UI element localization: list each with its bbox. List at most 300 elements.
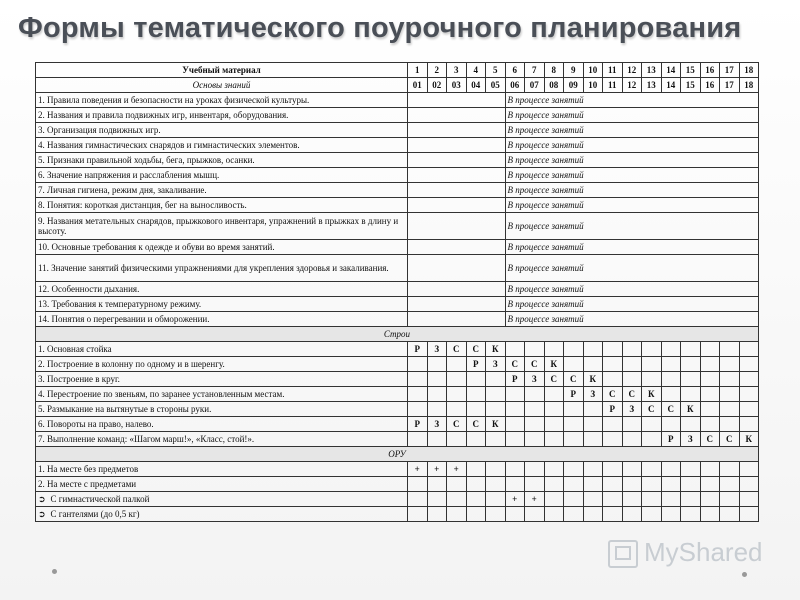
lesson-mark (525, 477, 545, 492)
lesson-number: 4 (466, 63, 486, 78)
table-row (36, 507, 759, 522)
lesson-mark (447, 507, 467, 522)
lesson-mark (583, 507, 603, 522)
empty-cell (408, 183, 506, 198)
lesson-mark (739, 357, 759, 372)
exercise-item (36, 372, 408, 387)
lesson-mark (564, 432, 584, 447)
lesson-mark: С (447, 342, 467, 357)
lesson-mark (622, 507, 642, 522)
lesson-mark (642, 507, 662, 522)
lesson-mark (583, 477, 603, 492)
lesson-mark (525, 342, 545, 357)
lesson-mark (739, 462, 759, 477)
exercise-item (36, 387, 408, 402)
lesson-mark (408, 492, 428, 507)
lesson-mark (466, 462, 486, 477)
lesson-mark: С (622, 387, 642, 402)
lesson-mark (603, 432, 623, 447)
lesson-code: 06 (505, 78, 525, 93)
lesson-mark (525, 462, 545, 477)
lesson-mark (642, 477, 662, 492)
lesson-mark (681, 342, 701, 357)
lesson-number: 13 (642, 63, 662, 78)
lesson-mark (603, 417, 623, 432)
lesson-mark (486, 477, 506, 492)
lesson-mark (603, 462, 623, 477)
lesson-mark (739, 492, 759, 507)
in-progress-note: В процессе занятий (505, 282, 759, 297)
lesson-mark: Р (505, 372, 525, 387)
section-header: ОРУ (36, 447, 759, 462)
lesson-mark (486, 372, 506, 387)
lesson-mark (408, 357, 428, 372)
lesson-number: 7 (525, 63, 545, 78)
lesson-mark (427, 357, 447, 372)
corner-dot (742, 572, 747, 577)
table-row (36, 108, 759, 123)
exercise-item (36, 492, 408, 507)
lesson-mark (622, 492, 642, 507)
lesson-mark: З (427, 417, 447, 432)
lesson-mark (466, 432, 486, 447)
lesson-mark (700, 402, 720, 417)
lesson-mark (583, 432, 603, 447)
knowledge-item: 10. Основные требования к одежде и обуви во время занятий. (36, 240, 408, 255)
exercise-item (36, 432, 408, 447)
lesson-code: 01 (408, 78, 428, 93)
in-progress-note: В процессе занятий (505, 93, 759, 108)
lesson-mark (739, 372, 759, 387)
lesson-mark (525, 387, 545, 402)
lesson-mark (447, 402, 467, 417)
in-progress-note: В процессе занятий (505, 168, 759, 183)
exercise-label: 3. Построение в круг. (38, 374, 120, 384)
knowledge-item: 7. Личная гигиена, режим дня, закаливание. (36, 183, 408, 198)
lesson-mark (505, 432, 525, 447)
lesson-mark (466, 477, 486, 492)
lesson-mark (544, 492, 564, 507)
lesson-mark (681, 417, 701, 432)
lesson-mark (466, 387, 486, 402)
lesson-mark: К (681, 402, 701, 417)
in-progress-note: В процессе занятий (505, 138, 759, 153)
exercise-label: С гимнастической палкой (50, 494, 150, 504)
table-row (36, 198, 759, 213)
lesson-code: 13 (642, 78, 662, 93)
table-row (36, 240, 759, 255)
lesson-mark: + (447, 462, 467, 477)
lesson-mark (505, 402, 525, 417)
exercise-item (36, 357, 408, 372)
lesson-mark: С (661, 402, 681, 417)
lesson-mark (544, 507, 564, 522)
lesson-mark (642, 372, 662, 387)
lesson-code: 10 (583, 78, 603, 93)
lesson-mark (642, 357, 662, 372)
lesson-code: 08 (544, 78, 564, 93)
lesson-mark: С (544, 372, 564, 387)
lesson-mark (427, 402, 447, 417)
empty-cell (408, 138, 506, 153)
lesson-number: 12 (622, 63, 642, 78)
lesson-mark (544, 462, 564, 477)
lesson-mark (681, 507, 701, 522)
lesson-mark (447, 357, 467, 372)
lesson-mark (408, 477, 428, 492)
table-row (36, 153, 759, 168)
lesson-mark: + (408, 462, 428, 477)
lesson-mark (720, 357, 740, 372)
lesson-mark: С (700, 432, 720, 447)
lesson-code: 16 (700, 78, 720, 93)
lesson-mark (661, 462, 681, 477)
arrow-bullet-icon: ➲ (38, 494, 46, 504)
lesson-mark: К (739, 432, 759, 447)
lesson-mark: С (642, 402, 662, 417)
lesson-mark: К (544, 357, 564, 372)
lesson-mark: С (505, 357, 525, 372)
lesson-mark (622, 477, 642, 492)
lesson-mark (622, 432, 642, 447)
table-row (36, 372, 759, 387)
lesson-mark (447, 387, 467, 402)
table-row (36, 168, 759, 183)
exercise-item (36, 507, 408, 522)
lesson-mark (447, 492, 467, 507)
lesson-mark (720, 387, 740, 402)
lesson-code: 05 (486, 78, 506, 93)
lesson-mark (661, 357, 681, 372)
table-row (36, 447, 759, 462)
lesson-mark (642, 417, 662, 432)
lesson-mark (622, 357, 642, 372)
table-row (36, 213, 759, 240)
lesson-mark (739, 387, 759, 402)
lesson-mark (544, 402, 564, 417)
lesson-mark (427, 387, 447, 402)
lesson-code: 14 (661, 78, 681, 93)
lesson-mark (447, 477, 467, 492)
table-row (36, 123, 759, 138)
lesson-mark (642, 432, 662, 447)
lesson-mark (427, 507, 447, 522)
knowledge-item: 14. Понятия о перегревании и обморожении. (36, 312, 408, 327)
header-knowledge-label: Основы знаний (36, 78, 408, 93)
lesson-mark (583, 462, 603, 477)
lesson-mark (564, 402, 584, 417)
table-row (36, 78, 759, 93)
table-row (36, 357, 759, 372)
lesson-mark (544, 387, 564, 402)
lesson-mark (564, 492, 584, 507)
lesson-mark: С (603, 387, 623, 402)
lesson-number: 15 (681, 63, 701, 78)
lesson-mark: С (447, 417, 467, 432)
lesson-mark (466, 372, 486, 387)
lesson-mark (681, 462, 701, 477)
lesson-mark (603, 342, 623, 357)
lesson-mark (408, 507, 428, 522)
lesson-mark (661, 507, 681, 522)
lesson-mark (720, 402, 740, 417)
in-progress-note: В процессе занятий (505, 153, 759, 168)
lesson-mark (427, 492, 447, 507)
lesson-mark (720, 507, 740, 522)
lesson-mark: С (466, 342, 486, 357)
planning-table (35, 62, 759, 522)
table-row (36, 432, 759, 447)
empty-cell (408, 153, 506, 168)
table-row (36, 255, 759, 282)
in-progress-note: В процессе занятий (505, 183, 759, 198)
lesson-mark (505, 417, 525, 432)
lesson-mark (739, 507, 759, 522)
lesson-code: 17 (720, 78, 740, 93)
exercise-label: 4. Перестроение по звеньям, по заранее установленным местам. (38, 389, 285, 399)
lesson-mark (622, 342, 642, 357)
lesson-mark (486, 387, 506, 402)
empty-cell (408, 240, 506, 255)
lesson-code: 07 (525, 78, 545, 93)
lesson-mark (700, 387, 720, 402)
table-row (36, 138, 759, 153)
lesson-mark (408, 372, 428, 387)
lesson-mark (603, 372, 623, 387)
lesson-mark (700, 477, 720, 492)
lesson-mark (564, 462, 584, 477)
in-progress-note: В процессе занятий (505, 240, 759, 255)
knowledge-item: 8. Понятия: короткая дистанция, бег на выносливость. (36, 198, 408, 213)
table-row (36, 492, 759, 507)
exercise-item (36, 402, 408, 417)
lesson-mark (583, 402, 603, 417)
table-row (36, 63, 759, 78)
empty-cell (408, 123, 506, 138)
lesson-mark (525, 417, 545, 432)
lesson-mark: С (525, 357, 545, 372)
lesson-number: 14 (661, 63, 681, 78)
lesson-number: 6 (505, 63, 525, 78)
lesson-mark (505, 342, 525, 357)
in-progress-note: В процессе занятий (505, 198, 759, 213)
lesson-mark: К (583, 372, 603, 387)
lesson-code: 03 (447, 78, 467, 93)
lesson-mark: + (505, 492, 525, 507)
knowledge-item: 1. Правила поведения и безопасности на уроках физической культуры. (36, 93, 408, 108)
lesson-number: 3 (447, 63, 467, 78)
exercise-label: 2. На месте с предметами (38, 479, 137, 489)
empty-cell (408, 213, 506, 240)
exercise-item (36, 342, 408, 357)
lesson-code: 11 (603, 78, 623, 93)
empty-cell (408, 108, 506, 123)
table-row (36, 477, 759, 492)
knowledge-item: 5. Признаки правильной ходьбы, бега, прыжков, осанки. (36, 153, 408, 168)
empty-cell (408, 297, 506, 312)
empty-cell (408, 255, 506, 282)
lesson-mark (505, 507, 525, 522)
lesson-code: 18 (739, 78, 759, 93)
knowledge-item: 6. Значение напряжения и расслабления мышц. (36, 168, 408, 183)
lesson-mark (583, 357, 603, 372)
section-header: Строи (36, 327, 759, 342)
lesson-mark: З (427, 342, 447, 357)
lesson-mark (505, 477, 525, 492)
table-row (36, 387, 759, 402)
lesson-mark (544, 342, 564, 357)
lesson-mark: К (486, 342, 506, 357)
lesson-mark (544, 432, 564, 447)
knowledge-item: 12. Особенности дыхания. (36, 282, 408, 297)
lesson-mark (486, 492, 506, 507)
table-row (36, 93, 759, 108)
lesson-mark: К (642, 387, 662, 402)
lesson-mark (408, 387, 428, 402)
lesson-mark (622, 462, 642, 477)
lesson-mark: Р (661, 432, 681, 447)
exercise-label: 6. Повороты на право, налево. (38, 419, 154, 429)
lesson-mark: З (486, 357, 506, 372)
header-material-label: Учебный материал (36, 63, 408, 78)
lesson-code: 04 (466, 78, 486, 93)
table-row (36, 342, 759, 357)
corner-dot (52, 569, 57, 574)
lesson-mark (700, 507, 720, 522)
lesson-number: 5 (486, 63, 506, 78)
exercise-label: 7. Выполнение команд: «Шагом марш!», «Класс, стой!». (38, 434, 255, 444)
lesson-mark (681, 492, 701, 507)
exercise-label: С гантелями (до 0,5 кг) (50, 509, 140, 519)
in-progress-note: В процессе занятий (505, 213, 759, 240)
lesson-mark (681, 477, 701, 492)
lesson-mark (622, 417, 642, 432)
lesson-mark: + (525, 492, 545, 507)
lesson-mark (661, 342, 681, 357)
lesson-mark (681, 372, 701, 387)
lesson-mark (466, 402, 486, 417)
lesson-number: 8 (544, 63, 564, 78)
in-progress-note: В процессе занятий (505, 312, 759, 327)
lesson-mark (622, 372, 642, 387)
lesson-mark: + (427, 462, 447, 477)
knowledge-item: 11. Значение занятий физическими упражнениями для укрепления здоровья и закаливания. (36, 255, 408, 282)
table-row (36, 312, 759, 327)
in-progress-note: В процессе занятий (505, 297, 759, 312)
table-row (36, 462, 759, 477)
lesson-mark: Р (564, 387, 584, 402)
exercise-label: 1. Основная стойка (38, 344, 112, 354)
lesson-mark (700, 462, 720, 477)
watermark (608, 537, 763, 568)
lesson-mark (564, 357, 584, 372)
table-row (36, 402, 759, 417)
lesson-number: 10 (583, 63, 603, 78)
exercise-label: 2. Построение в колонну по одному и в шеренгу. (38, 359, 225, 369)
lesson-mark (525, 432, 545, 447)
lesson-mark (720, 477, 740, 492)
lesson-mark (642, 342, 662, 357)
lesson-mark (661, 372, 681, 387)
empty-cell (408, 168, 506, 183)
lesson-mark (583, 342, 603, 357)
lesson-mark (525, 507, 545, 522)
lesson-mark (447, 432, 467, 447)
lesson-mark (739, 477, 759, 492)
lesson-mark (564, 477, 584, 492)
empty-cell (408, 198, 506, 213)
lesson-number: 9 (564, 63, 584, 78)
lesson-mark (720, 462, 740, 477)
lesson-mark (700, 417, 720, 432)
lesson-code: 02 (427, 78, 447, 93)
lesson-mark (700, 357, 720, 372)
lesson-mark (505, 387, 525, 402)
exercise-label: 1. На месте без предметов (38, 464, 139, 474)
lesson-mark: С (466, 417, 486, 432)
lesson-mark (720, 492, 740, 507)
table-row (36, 297, 759, 312)
knowledge-item: 13. Требования к температурному режиму. (36, 297, 408, 312)
lesson-mark (427, 477, 447, 492)
lesson-mark: З (622, 402, 642, 417)
exercise-item (36, 417, 408, 432)
slide-title: Формы тематического поурочного планирования (18, 12, 742, 44)
lesson-number: 17 (720, 63, 740, 78)
lesson-mark: Р (466, 357, 486, 372)
lesson-mark (505, 462, 525, 477)
lesson-mark (739, 402, 759, 417)
lesson-mark (544, 417, 564, 432)
lesson-mark (603, 507, 623, 522)
lesson-mark: З (681, 432, 701, 447)
lesson-mark: Р (408, 342, 428, 357)
lesson-code: 15 (681, 78, 701, 93)
lesson-mark (486, 462, 506, 477)
lesson-mark (661, 477, 681, 492)
watermark-logo-icon (608, 540, 638, 568)
lesson-mark: Р (408, 417, 428, 432)
lesson-mark (661, 492, 681, 507)
knowledge-item: 4. Названия гимнастических снарядов и гимнастических элементов. (36, 138, 408, 153)
lesson-mark (564, 342, 584, 357)
lesson-mark (525, 402, 545, 417)
lesson-mark (739, 417, 759, 432)
lesson-mark (642, 492, 662, 507)
lesson-mark (700, 492, 720, 507)
lesson-mark (544, 477, 564, 492)
lesson-mark (408, 402, 428, 417)
lesson-mark (466, 492, 486, 507)
lesson-mark (739, 342, 759, 357)
empty-cell (408, 282, 506, 297)
lesson-mark: Р (603, 402, 623, 417)
lesson-mark (603, 492, 623, 507)
lesson-mark: С (564, 372, 584, 387)
lesson-mark (681, 387, 701, 402)
lesson-mark: С (720, 432, 740, 447)
in-progress-note: В процессе занятий (505, 255, 759, 282)
lesson-number: 18 (739, 63, 759, 78)
lesson-number: 2 (427, 63, 447, 78)
empty-cell (408, 312, 506, 327)
lesson-mark (408, 432, 428, 447)
lesson-number: 11 (603, 63, 623, 78)
lesson-mark (427, 432, 447, 447)
exercise-item (36, 462, 408, 477)
exercise-label: 5. Размыкание на вытянутые в стороны руки. (38, 404, 212, 414)
lesson-mark: З (583, 387, 603, 402)
